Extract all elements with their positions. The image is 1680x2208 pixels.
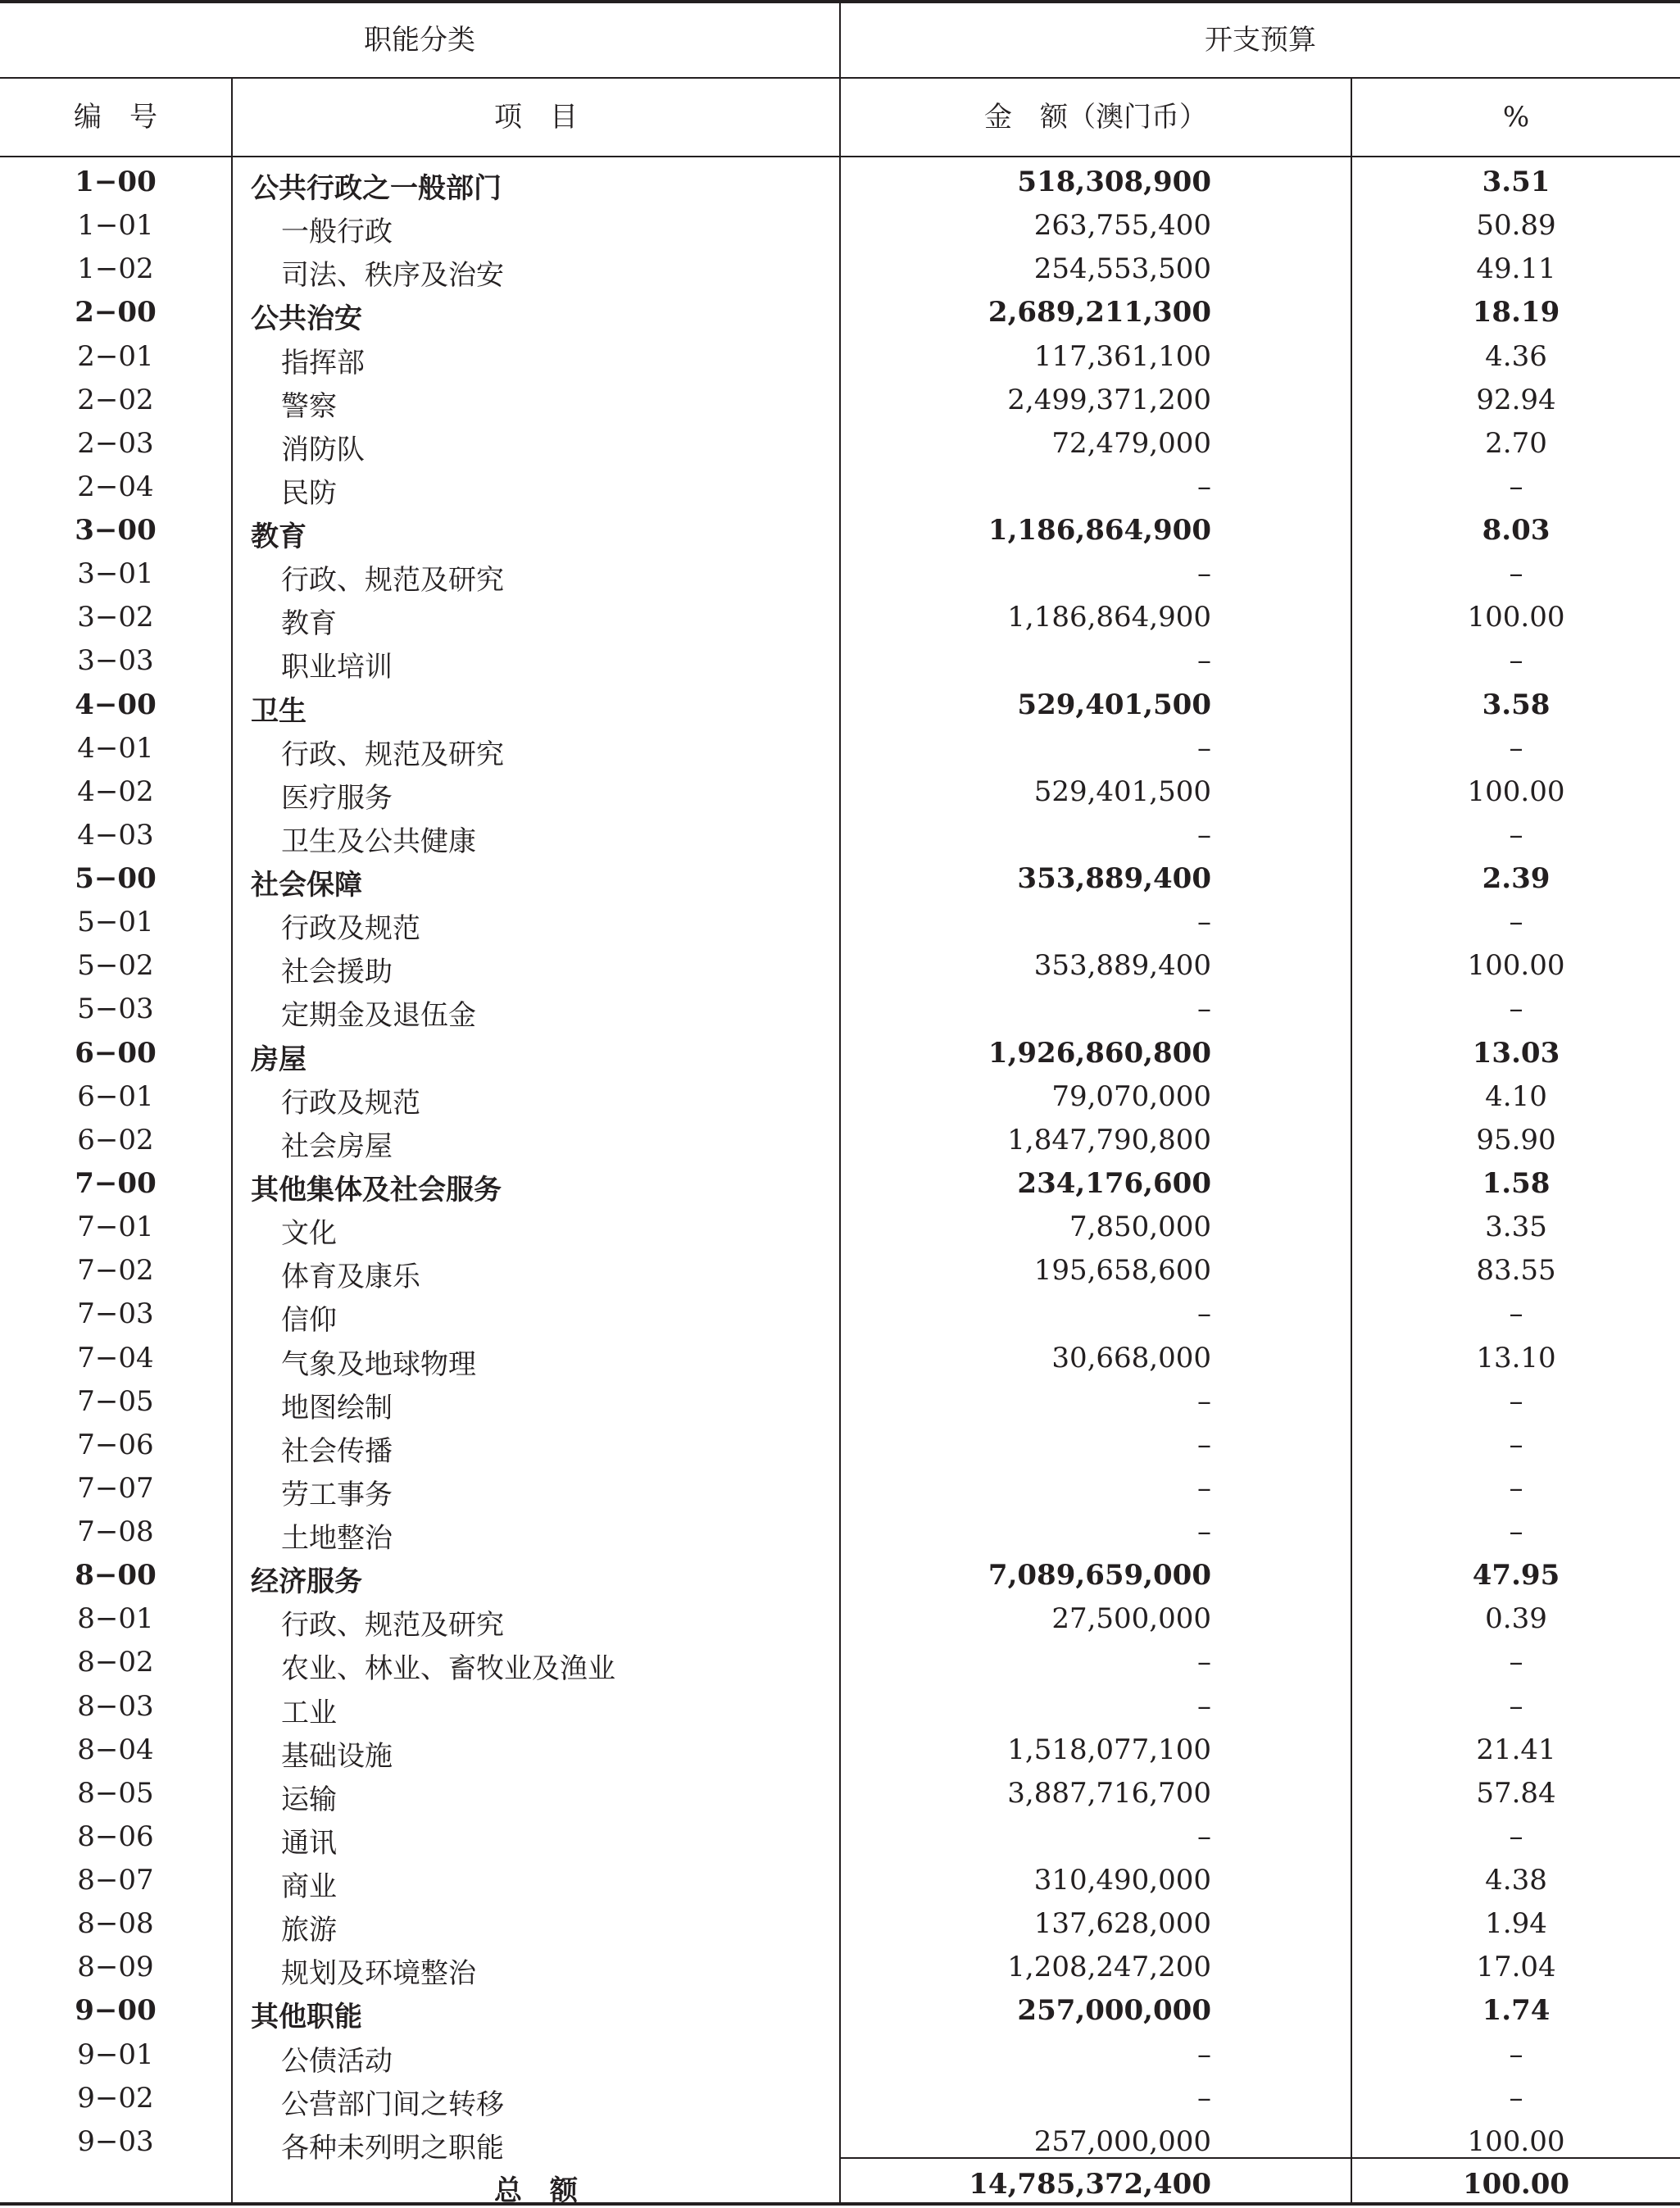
row-percent: 57.84 xyxy=(1476,1776,1556,1810)
row-percent: 1.74 xyxy=(1482,1994,1551,2028)
row-amount: 3,887,716,700 xyxy=(1007,1776,1211,1810)
row-percent: – xyxy=(1509,1471,1523,1505)
row-item: 通讯 xyxy=(281,1826,337,1860)
row-amount: 518,308,900 xyxy=(1017,166,1211,198)
total-label: 总 额 xyxy=(494,2174,578,2207)
table-row xyxy=(0,899,1680,946)
row-amount: 529,401,500 xyxy=(1033,775,1211,808)
row-item: 公共行政之一般部门 xyxy=(251,172,502,205)
row-amount: – xyxy=(1197,644,1211,678)
row-item: 卫生 xyxy=(251,694,306,728)
row-percent: 1.94 xyxy=(1485,1907,1547,1941)
row-item: 地图绘制 xyxy=(281,1391,393,1424)
table-row xyxy=(0,464,1680,510)
table-row xyxy=(0,2075,1680,2119)
row-code: 7−01 xyxy=(77,1211,154,1244)
table-row-category xyxy=(0,159,1680,205)
row-item: 行政、规范及研究 xyxy=(281,738,504,771)
row-code: 1−02 xyxy=(77,252,154,286)
header-code: 编 号 xyxy=(74,101,157,134)
table-row-category xyxy=(0,1552,1680,1599)
table-row-category xyxy=(0,856,1680,902)
row-amount: 1,518,077,100 xyxy=(1007,1733,1211,1766)
row-amount: 257,000,000 xyxy=(1033,2124,1211,2158)
row-item: 社会房屋 xyxy=(281,1129,393,1163)
row-code: 3−02 xyxy=(77,601,154,634)
row-item: 公营部门间之转移 xyxy=(281,2088,504,2121)
table-row xyxy=(0,1683,1680,1727)
row-percent: 92.94 xyxy=(1476,383,1556,416)
row-amount: 137,628,000 xyxy=(1033,1907,1211,1941)
row-amount: – xyxy=(1197,1820,1211,1853)
row-code: 2−04 xyxy=(77,470,154,503)
table-row xyxy=(0,551,1680,597)
row-code: 4−03 xyxy=(77,818,154,852)
table-row xyxy=(0,1901,1680,1947)
table-row-category xyxy=(0,1988,1680,2034)
total-percent: 100.00 xyxy=(1462,2168,1570,2201)
table-row xyxy=(0,1465,1680,1509)
row-amount: 117,361,100 xyxy=(1033,339,1211,373)
row-code: 7−00 xyxy=(75,1166,157,1200)
row-amount: 1,926,860,800 xyxy=(988,1036,1211,1070)
row-percent: 49.11 xyxy=(1476,252,1556,286)
total-row xyxy=(0,2161,1680,2205)
row-percent: 13.10 xyxy=(1476,1341,1556,1374)
row-item: 工业 xyxy=(281,1696,337,1729)
row-amount: 7,850,000 xyxy=(1069,1211,1211,1244)
row-percent: 13.03 xyxy=(1472,1036,1560,1070)
row-item: 运输 xyxy=(281,1783,337,1816)
table-row xyxy=(0,2032,1680,2078)
table-row-category xyxy=(0,507,1680,554)
table-row-category xyxy=(0,289,1680,336)
row-item: 社会援助 xyxy=(281,956,393,989)
row-code: 8−05 xyxy=(77,1776,154,1810)
row-percent: 4.38 xyxy=(1485,1864,1547,1897)
row-percent: 0.39 xyxy=(1485,1602,1547,1636)
row-code: 2−03 xyxy=(77,426,154,460)
row-item: 社会保障 xyxy=(251,869,362,902)
row-code: 7−04 xyxy=(77,1341,154,1374)
header-percent: % xyxy=(1502,101,1530,134)
row-item: 指挥部 xyxy=(281,346,365,379)
table-row xyxy=(0,1379,1680,1422)
row-item: 体育及康乐 xyxy=(281,1261,420,1294)
row-amount: 2,689,211,300 xyxy=(988,296,1211,329)
row-amount: – xyxy=(1197,1515,1211,1549)
row-item: 规划及环境整治 xyxy=(281,1957,476,1991)
row-percent: – xyxy=(1509,1689,1523,1723)
table-row xyxy=(0,1335,1680,1379)
table-row xyxy=(0,1509,1680,1556)
row-item: 土地整治 xyxy=(281,1522,393,1556)
row-item: 民防 xyxy=(281,476,337,510)
table-row xyxy=(0,1639,1680,1686)
row-percent: 95.90 xyxy=(1476,1123,1556,1156)
table-row xyxy=(0,1074,1680,1120)
row-item: 教育 xyxy=(251,520,306,554)
row-amount: 1,847,790,800 xyxy=(1007,1123,1211,1156)
row-code: 3−00 xyxy=(75,514,157,547)
row-item: 房屋 xyxy=(251,1043,306,1076)
row-percent: – xyxy=(1509,1820,1523,1853)
row-amount: 7,089,659,000 xyxy=(988,1559,1211,1592)
row-percent: 4.36 xyxy=(1485,339,1547,373)
row-item: 商业 xyxy=(281,1870,337,1904)
row-code: 9−02 xyxy=(77,2081,154,2115)
row-percent: 3.58 xyxy=(1482,688,1551,721)
table-row xyxy=(0,420,1680,464)
row-item: 一般行政 xyxy=(281,216,393,249)
row-code: 2−00 xyxy=(75,296,157,329)
table-row xyxy=(0,1422,1680,1468)
row-amount: – xyxy=(1197,2038,1211,2071)
row-item: 基础设施 xyxy=(281,1739,393,1773)
header-classification: 职能分类 xyxy=(364,24,475,57)
row-code: 7−02 xyxy=(77,1254,154,1288)
table-row-category xyxy=(0,1030,1680,1074)
row-code: 8−04 xyxy=(77,1733,154,1766)
row-code: 3−03 xyxy=(77,644,154,678)
row-amount: – xyxy=(1197,906,1211,939)
table-row xyxy=(0,1247,1680,1294)
row-percent: 18.19 xyxy=(1472,296,1560,329)
row-percent: 3.35 xyxy=(1485,1211,1547,1244)
table-row xyxy=(0,2119,1680,2165)
table-row xyxy=(0,246,1680,293)
row-code: 5−02 xyxy=(77,949,154,983)
row-percent: 83.55 xyxy=(1476,1254,1556,1288)
row-code: 7−08 xyxy=(77,1515,154,1549)
row-code: 8−09 xyxy=(77,1951,154,1984)
row-percent: 2.39 xyxy=(1482,862,1551,896)
table-row-category xyxy=(0,1161,1680,1204)
row-amount: – xyxy=(1197,993,1211,1026)
row-percent: – xyxy=(1509,1515,1523,1549)
row-item: 教育 xyxy=(281,607,337,641)
table-row xyxy=(0,725,1680,769)
row-code: 8−06 xyxy=(77,1820,154,1853)
row-code: 6−02 xyxy=(77,1123,154,1156)
row-item: 社会传播 xyxy=(281,1434,393,1468)
row-percent: 2.70 xyxy=(1485,426,1547,460)
row-percent: 50.89 xyxy=(1476,209,1556,243)
row-item: 公债活动 xyxy=(281,2044,393,2078)
row-item: 行政及规范 xyxy=(281,1086,420,1120)
row-item: 行政、规范及研究 xyxy=(281,1609,504,1642)
row-item: 各种未列明之职能 xyxy=(281,2131,504,2165)
table-row xyxy=(0,638,1680,684)
row-percent: 47.95 xyxy=(1472,1559,1560,1592)
row-amount: 27,500,000 xyxy=(1051,1602,1211,1636)
table-row xyxy=(0,1291,1680,1338)
row-code: 8−07 xyxy=(77,1864,154,1897)
row-code: 9−03 xyxy=(77,2124,154,2158)
row-amount: 1,186,864,900 xyxy=(988,514,1211,547)
row-code: 7−06 xyxy=(77,1428,154,1461)
row-item: 劳工事务 xyxy=(281,1478,393,1511)
row-percent: – xyxy=(1509,731,1523,765)
row-percent: – xyxy=(1509,818,1523,852)
row-percent: 4.10 xyxy=(1485,1079,1547,1113)
row-amount: 234,176,600 xyxy=(1017,1166,1211,1200)
row-amount: 353,889,400 xyxy=(1033,949,1211,983)
row-item: 职业培训 xyxy=(281,651,393,684)
row-percent: 100.00 xyxy=(1467,949,1565,983)
row-percent: – xyxy=(1509,2081,1523,2115)
row-item: 农业、林业、畜牧业及渔业 xyxy=(281,1652,615,1686)
row-percent: – xyxy=(1509,2038,1523,2071)
row-amount: 72,479,000 xyxy=(1051,426,1211,460)
row-percent: 100.00 xyxy=(1467,775,1565,808)
row-amount: 257,000,000 xyxy=(1017,1994,1211,2028)
row-item: 旅游 xyxy=(281,1914,337,1947)
row-item: 公共治安 xyxy=(251,302,362,336)
row-code: 5−03 xyxy=(77,993,154,1026)
table-row xyxy=(0,377,1680,423)
row-amount: – xyxy=(1197,731,1211,765)
row-percent: – xyxy=(1509,1384,1523,1418)
row-code: 3−01 xyxy=(77,557,154,591)
row-amount: 254,553,500 xyxy=(1033,252,1211,286)
total-amount: 14,785,372,400 xyxy=(969,2168,1211,2201)
row-code: 9−01 xyxy=(77,2038,154,2071)
row-percent: – xyxy=(1509,644,1523,678)
table-row xyxy=(0,1770,1680,1814)
row-amount: 79,070,000 xyxy=(1051,1079,1211,1113)
row-code: 2−02 xyxy=(77,383,154,416)
row-item: 司法、秩序及治安 xyxy=(281,259,504,293)
row-amount: – xyxy=(1197,1384,1211,1418)
row-code: 1−01 xyxy=(77,209,154,243)
table-row xyxy=(0,1727,1680,1773)
row-code: 4−01 xyxy=(77,731,154,765)
table-row xyxy=(0,986,1680,1033)
row-code: 7−07 xyxy=(77,1471,154,1505)
row-code: 8−01 xyxy=(77,1602,154,1636)
table-row xyxy=(0,943,1680,989)
row-code: 5−00 xyxy=(75,862,157,896)
table-row xyxy=(0,594,1680,641)
row-percent: 17.04 xyxy=(1476,1951,1556,1984)
row-amount: 263,755,400 xyxy=(1033,209,1211,243)
row-code: 4−02 xyxy=(77,775,154,808)
table-row xyxy=(0,1117,1680,1161)
row-item: 行政、规范及研究 xyxy=(281,564,504,597)
row-percent: – xyxy=(1509,557,1523,591)
row-amount: 30,668,000 xyxy=(1051,1341,1211,1374)
table-row xyxy=(0,334,1680,377)
header-amount: 金 额（澳门币） xyxy=(984,101,1207,134)
header-item: 项 目 xyxy=(494,101,578,134)
row-code: 4−00 xyxy=(75,688,157,721)
row-item: 卫生及公共健康 xyxy=(281,825,476,858)
row-code: 8−00 xyxy=(75,1559,157,1592)
row-item: 消防队 xyxy=(281,433,365,466)
row-item: 文化 xyxy=(281,1217,337,1251)
row-item: 信仰 xyxy=(281,1304,337,1338)
row-percent: 100.00 xyxy=(1467,2124,1565,2158)
row-item: 行政及规范 xyxy=(281,912,420,946)
row-amount: 1,208,247,200 xyxy=(1007,1951,1211,1984)
row-code: 8−03 xyxy=(77,1689,154,1723)
row-amount: – xyxy=(1197,557,1211,591)
table-row xyxy=(0,1596,1680,1642)
row-item: 经济服务 xyxy=(251,1565,362,1599)
row-code: 6−00 xyxy=(75,1036,157,1070)
row-code: 7−03 xyxy=(77,1297,154,1331)
row-amount: – xyxy=(1197,818,1211,852)
row-code: 1−00 xyxy=(75,166,157,198)
header-budget: 开支预算 xyxy=(1205,24,1316,57)
row-percent: 3.51 xyxy=(1482,166,1551,198)
row-item: 其他职能 xyxy=(251,2001,362,2034)
row-item: 警察 xyxy=(281,389,337,423)
row-amount: – xyxy=(1197,2081,1211,2115)
row-percent: 21.41 xyxy=(1476,1733,1556,1766)
table-row xyxy=(0,1204,1680,1251)
row-amount: 353,889,400 xyxy=(1017,862,1211,896)
row-code: 2−01 xyxy=(77,339,154,373)
row-percent: – xyxy=(1509,906,1523,939)
table-row xyxy=(0,769,1680,815)
row-amount: – xyxy=(1197,1428,1211,1461)
row-item: 其他集体及社会服务 xyxy=(251,1173,502,1206)
table-row xyxy=(0,202,1680,249)
row-amount: 310,490,000 xyxy=(1033,1864,1211,1897)
row-item: 定期金及退伍金 xyxy=(281,999,476,1033)
table-row xyxy=(0,1857,1680,1904)
row-amount: – xyxy=(1197,1297,1211,1331)
row-code: 5−01 xyxy=(77,906,154,939)
row-amount: – xyxy=(1197,1471,1211,1505)
row-amount: – xyxy=(1197,470,1211,503)
table-row xyxy=(0,1814,1680,1860)
row-amount: 2,499,371,200 xyxy=(1007,383,1211,416)
row-code: 6−01 xyxy=(77,1079,154,1113)
row-percent: 8.03 xyxy=(1482,514,1551,547)
row-amount: – xyxy=(1197,1689,1211,1723)
table-row-category xyxy=(0,682,1680,728)
row-code: 7−05 xyxy=(77,1384,154,1418)
row-amount: 195,658,600 xyxy=(1033,1254,1211,1288)
row-percent: – xyxy=(1509,1297,1523,1331)
row-percent: – xyxy=(1509,470,1523,503)
row-amount: 529,401,500 xyxy=(1017,688,1211,721)
row-percent: – xyxy=(1509,1428,1523,1461)
row-percent: 100.00 xyxy=(1467,601,1565,634)
row-code: 8−08 xyxy=(77,1907,154,1941)
table-row xyxy=(0,1944,1680,1991)
table-row xyxy=(0,812,1680,856)
row-code: 8−02 xyxy=(77,1646,154,1679)
row-item: 气象及地球物理 xyxy=(281,1347,476,1381)
row-percent: – xyxy=(1509,993,1523,1026)
row-code: 9−00 xyxy=(75,1994,157,2028)
row-amount: 1,186,864,900 xyxy=(1007,601,1211,634)
row-percent: – xyxy=(1509,1646,1523,1679)
row-item: 医疗服务 xyxy=(281,781,393,815)
row-amount: – xyxy=(1197,1646,1211,1679)
row-percent: 1.58 xyxy=(1482,1166,1551,1200)
